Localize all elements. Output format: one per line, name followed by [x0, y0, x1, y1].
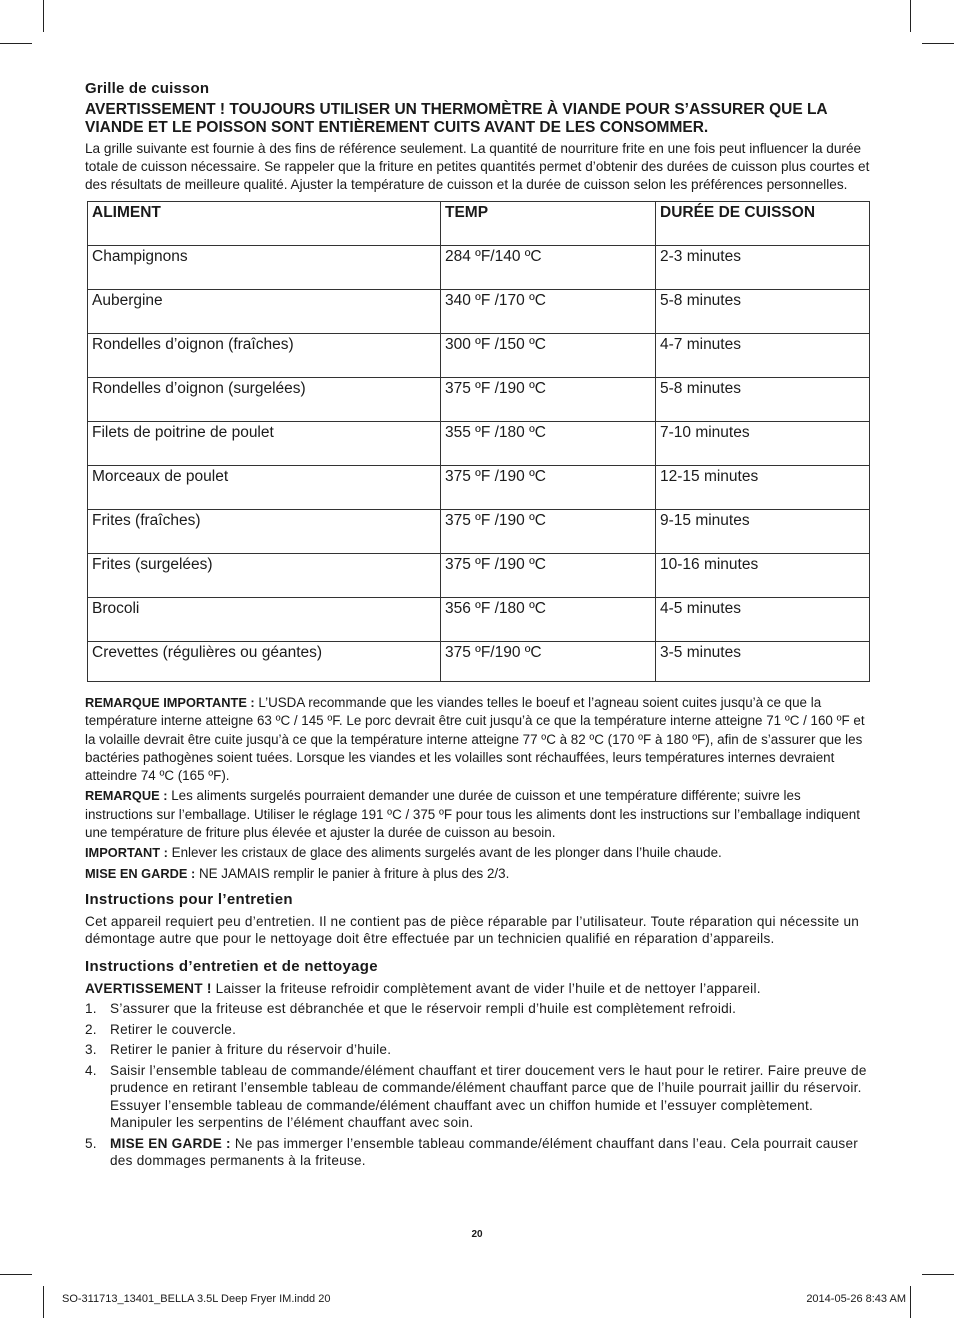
note-basket-fill [85, 865, 870, 883]
step-number: 2. [85, 1021, 97, 1037]
time-cell: 2-3 minutes [656, 246, 870, 290]
temp-cell: 355 ºF /180 ºC [441, 422, 656, 466]
table-row [88, 378, 870, 422]
food-cell: Brocoli [88, 598, 441, 642]
step-text: Retirer le panier à friture du réservoir d’huile. [110, 1042, 392, 1058]
note-text: Enlever les cristaux de glace des aliments surgelés avant de les plonger dans l’huile chaude. [167, 845, 722, 861]
cooking-chart-table [87, 201, 870, 682]
list-item [85, 1021, 870, 1039]
note-label: REMARQUE IMPORTANTE : [85, 695, 255, 710]
cleaning-steps-list [85, 1000, 870, 1170]
note-text: Les aliments surgelés pourraient demander une durée de cuisson et une température différente; suivre les instructions sur l’emballage. Utiliser le réglage 191 ºC / 375 ºF pour tous les aliments dont les instructions sur l’emballage indiquent une température de friture plus élevée et ajuster la durée de cuisson au besoin. [85, 788, 860, 841]
note-frozen-foods [85, 787, 870, 842]
cleaning-warning-text: Laisser la friteuse refroidir complètement avant de vider l’huile et de nettoyer l’appareil. [211, 980, 761, 996]
food-cell: Frites (surgelées) [88, 554, 441, 598]
table-row [88, 554, 870, 598]
meat-thermometer-warning: AVERTISSEMENT ! TOUJOURS UTILISER UN THERMOMÈTRE À VIANDE POUR S’ASSURER QUE LA VIANDE ET LE POISSON SONT ENTIÈREMENT CUITS AVANT DE LES CONSOMMER. [85, 101, 828, 136]
intro-paragraph: La grille suivante est fournie à des fins de référence seulement. La quantité de nourriture frite en une fois peut influencer la durée totale de cuisson nécessaire. Se rappeler que la friture en petites quantités permet d’obtenir des durées de cuisson plus courtes et des résultats de meilleure qualité. Ajuster la température de cuisson et la durée de cuisson selon les préférences personnelles. [85, 141, 870, 192]
food-cell: Champignons [88, 246, 441, 290]
step-text: Saisir l’ensemble tableau de commande/élément chauffant et tirer doucement vers le haut pour le retirer. Faire preuve de prudence en retirant l’ensemble tableau de commande/élément chauffant parce que de l’huile pourrait jaillir du réservoir. Essuyer l’ensemble tableau de commande/élément chauffant avec un chiffon humide et l’essuyer complètement. Manipuler les serpentins de l’élément chauffant avec soin. [110, 1062, 867, 1131]
crop-mark [43, 0, 44, 32]
crop-mark [0, 43, 32, 44]
time-cell: 5-8 minutes [656, 378, 870, 422]
temp-cell: 375 ºF /190 ºC [441, 510, 656, 554]
food-cell: Filets de poitrine de poulet [88, 422, 441, 466]
note-label: REMARQUE : [85, 788, 168, 804]
step-text: S’assurer que la friteuse est débranchée et que le réservoir rempli d’huile est complètement refroidi. [110, 1001, 737, 1017]
temp-cell: 300 ºF /150 ºC [441, 334, 656, 378]
food-cell: Rondelles d’oignon (fraîches) [88, 334, 441, 378]
file-slug: SO-311713_13401_BELLA 3.5L Deep Fryer IM.indd 20 [62, 1293, 331, 1305]
temp-cell: 356 ºF /180 ºC [441, 598, 656, 642]
step-text: Ne pas immerger l’ensemble tableau commande/élément chauffant dans l’eau. Cela pourrait causer des dommages permanents à la friteuse. [110, 1135, 859, 1169]
time-cell: 4-7 minutes [656, 334, 870, 378]
time-cell: 7-10 minutes [656, 422, 870, 466]
temp-cell: 375 ºF /190 ºC [441, 378, 656, 422]
step-number: 5. [85, 1135, 97, 1151]
table-row [88, 510, 870, 554]
note-label: IMPORTANT : [85, 845, 168, 861]
time-cell: 10-16 minutes [656, 554, 870, 598]
time-cell: 9-15 minutes [656, 510, 870, 554]
table-row [88, 466, 870, 510]
section-heading-cleaning: Instructions d’entretien et de nettoyage [85, 957, 378, 975]
time-cell: 3-5 minutes [656, 642, 870, 682]
food-cell: Aubergine [88, 290, 441, 334]
temp-cell: 375 ºF/190 ºC [441, 642, 656, 682]
table-row [88, 598, 870, 642]
header-temp: TEMP [441, 202, 656, 246]
step-number: 1. [85, 1001, 97, 1017]
step-number: 4. [85, 1062, 97, 1078]
note-text: NE JAMAIS remplir le panier à friture à plus des 2/3. [195, 865, 510, 881]
food-cell: Morceaux de poulet [88, 466, 441, 510]
note-important-usda [85, 694, 870, 785]
note-text: L’USDA recommande que les viandes telles le boeuf et l’agneau soient cuites jusqu’à ce que la température interne atteigne 63 ºC / 145 ºF. Le porc devrait être cuit jusqu’à ce que la température interne atteigne 71 ºC / 160 ºF et la volaille devrait être cuite jusqu’à ce que la température interne atteigne 77 ºC à 82 ºC (170 ºF à 180 ºF), afin de s’assurer que les bactéries pathogènes soient tuées. Lorsque les viandes et les volailles sont réchauffées, leurs températures internes devraient atteindre 74 ºC (165 ºF). [85, 695, 865, 784]
crop-mark [922, 43, 954, 44]
header-aliment: ALIMENT [88, 202, 441, 246]
food-cell: Frites (fraîches) [88, 510, 441, 554]
time-cell: 4-5 minutes [656, 598, 870, 642]
note-label: MISE EN GARDE : [85, 865, 196, 881]
food-cell: Crevettes (régulières ou géantes) [88, 642, 441, 682]
crop-mark [0, 1274, 32, 1275]
time-cell: 12-15 minutes [656, 466, 870, 510]
header-duree: DURÉE DE CUISSON [656, 202, 870, 246]
page-number: 20 [471, 1229, 483, 1240]
list-item [85, 1041, 870, 1059]
food-cell: Rondelles d’oignon (surgelées) [88, 378, 441, 422]
print-timestamp: 2014-05-26 8:43 AM [806, 1293, 906, 1305]
crop-mark [910, 1286, 911, 1318]
step-number: 3. [85, 1042, 97, 1058]
cleaning-warning-label: AVERTISSEMENT ! [85, 980, 212, 996]
step-text: Retirer le couvercle. [110, 1021, 237, 1037]
list-item [85, 1135, 870, 1170]
time-cell: 5-8 minutes [656, 290, 870, 334]
note-ice-crystals [85, 844, 870, 862]
list-item [85, 1000, 870, 1018]
list-item [85, 1062, 870, 1132]
crop-mark [910, 0, 911, 32]
table-row [88, 246, 870, 290]
crop-mark [43, 1286, 44, 1318]
step-label: MISE EN GARDE : [110, 1135, 231, 1151]
maintenance-paragraph: Cet appareil requiert peu d’entretien. Il ne contient pas de pièce réparable par l’utilisateur. Toute réparation qui nécessite un démontage autre que pour le nettoyage doit être effectuée par un technicien qualifié en réparation d’appareils. [85, 913, 860, 947]
page-content [85, 80, 870, 1173]
section-heading-cooking-grid: Grille de cuisson [85, 80, 210, 97]
temp-cell: 375 ºF /190 ºC [441, 554, 656, 598]
table-row [88, 290, 870, 334]
table-row [88, 642, 870, 682]
table-row [88, 334, 870, 378]
temp-cell: 375 ºF /190 ºC [441, 466, 656, 510]
table-row [88, 422, 870, 466]
table-header-row [88, 202, 870, 246]
cleaning-warning [85, 980, 870, 998]
section-heading-maintenance: Instructions pour l’entretien [85, 890, 293, 908]
crop-mark [922, 1274, 954, 1275]
temp-cell: 284 ºF/140 ºC [441, 246, 656, 290]
temp-cell: 340 ºF /170 ºC [441, 290, 656, 334]
